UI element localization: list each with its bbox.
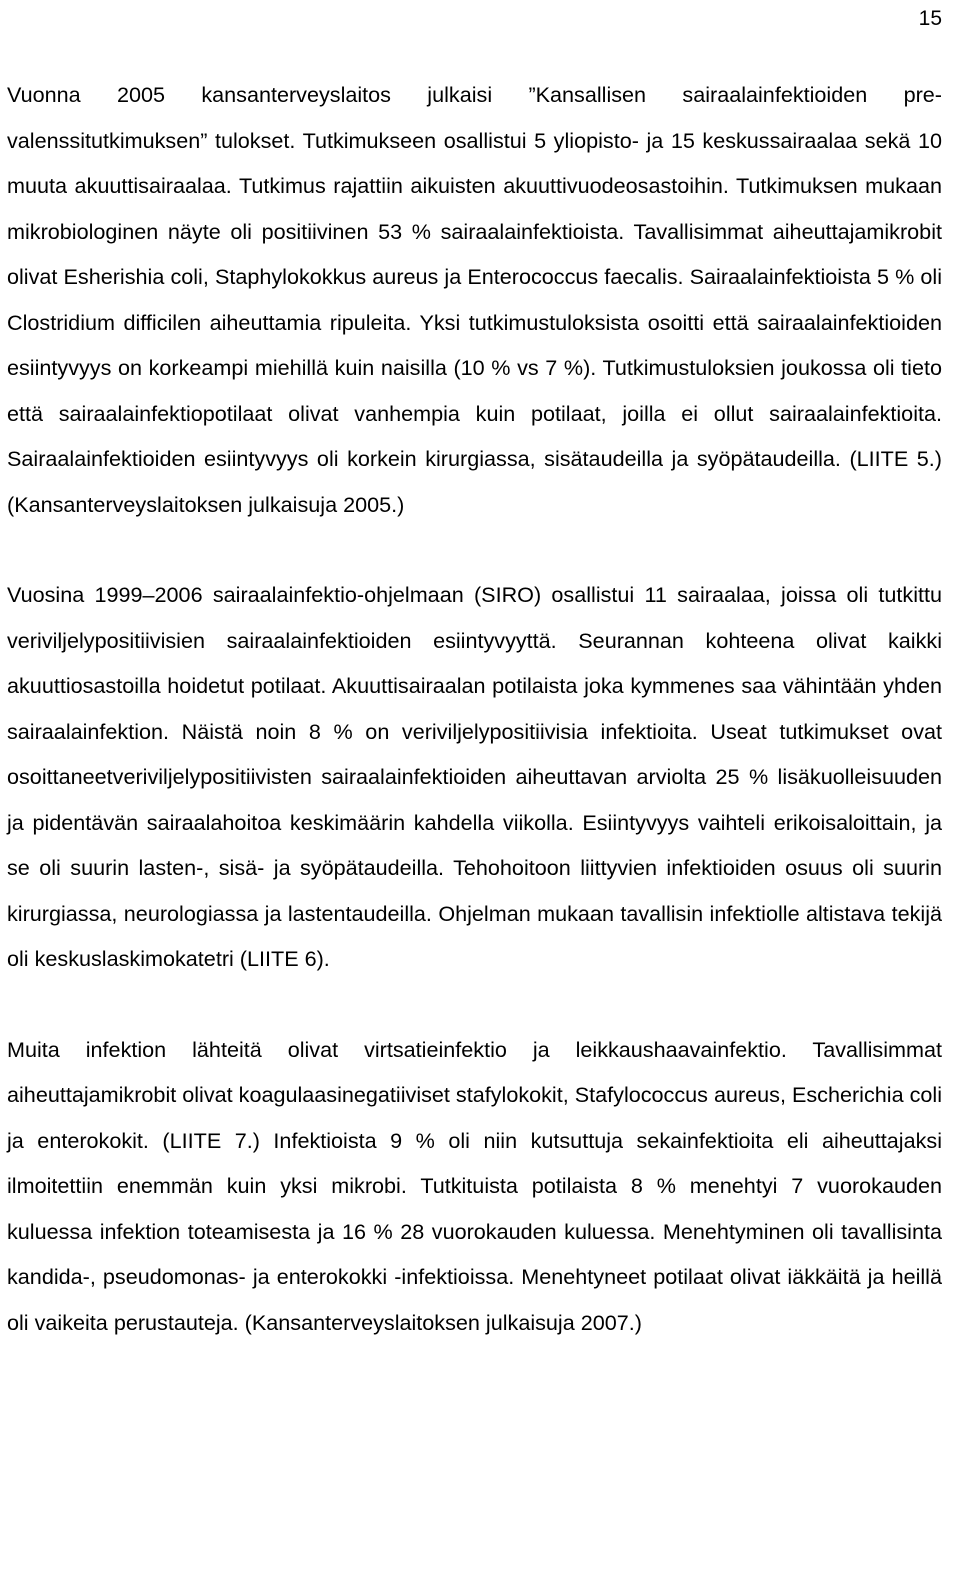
paragraph-siro-program: Vuosina 1999–2006 sairaalainfektio-ohjelmaan (SIRO) osallistui 11 sairaalaa, joissa oli tutkittu veriviljelypositiivisien sairaalainfektioiden esiintyvyyttä. Seurannan kohteena olivat kaikki akuuttiosastoilla hoidetut potilaat. Akuuttisairaalan potilaista joka kymmenes saa vähintään yhden sairaalainfektion. Näistä noin 8 % on veriviljelypositiivisia infektioita. Useat tutkimukset ovat osoittaneetveriviljelypositiivisten sairaalainfektioiden aiheuttavan arviolta 25 % lisäkuolleisuuden ja pidentävän sairaalahoitoa keskimäärin kahdella viikolla. Esiintyvyys vaihteli erikoisaloittain, ja se oli suurin lasten-, sisä- ja syöpätaudeilla. Tehohoitoon liittyvien infektioiden osuus oli suurin kirurgiassa, neurologiassa ja lastentaudeilla. Ohjelman mukaan tavallisin infektiolle altistava tekijä oli keskuslaskimokatetri (LIITE 6). [7, 582, 942, 971]
page-number: 15 [918, 7, 942, 30]
document-body [7, 72, 942, 1345]
paragraph-hospital-infection-prevalence-2005: Vuonna 2005 kansanterveyslaitos julkaisi ”Kansallisen sairaalainfektioiden prevalenssitutkimuksen” tulokset. Tutkimukseen osallistui 5 yliopisto- ja 15 keskussairaalaa sekä 10 muuta akuuttisairaalaa. Tutkimus rajattiin aikuisten akuuttivuodeosastoihin. Tutkimuksen mukaan mikrobiologinen näyte oli positiivinen 53 % sairaalainfektioista. Tavallisimmat aiheuttajamikrobit olivat Esherishia coli, Staphylokokkus aureus ja Enterococcus faecalis. Sairaalainfektioista 5 % oli Clostridium difficilen aiheuttamia ripuleita. Yksi tutkimustuloksista osoitti että sairaalainfektioiden esiintyvyys on korkeampi miehillä kuin naisilla (10 % vs 7 %). Tutkimustuloksien joukossa oli tieto että sairaalainfektiopotilaat olivat vanhempia kuin potilaat, joilla ei ollut sairaalainfektioita. Sairaalainfektioiden esiintyvyys oli korkein kirurgiassa, sisätaudeilla ja syöpätaudeilla. (LIITE 5.) (Kansanterveyslaitoksen julkaisuja 2005.) [7, 82, 942, 517]
paragraph-other-infection-sources: Muita infektion lähteitä olivat virtsatieinfektio ja leikkaushaavainfektio. Tavallisimmat aiheuttajamikrobit olivat koagulaasinegatiiviset stafylokokit, Stafylococcus aureus, Escherichia coli ja enterokokit. (LIITE 7.) Infektioista 9 % oli niin kutsuttuja sekainfektioita eli aiheuttajaksi ilmoitettiin enemmän kuin yksi mikrobi. Tutkituista potilaista 8 % menehtyi 7 vuorokauden kuluessa infektion toteamisesta ja 16 % 28 vuorokauden kuluessa. Menehtyminen oli tavallisinta kandida-, pseudomonas- ja enterokokki -infektioissa. Menehtyneet potilaat olivat iäkkäitä ja heillä oli vaikeita perustauteja. (Kansanterveyslaitoksen julkaisuja 2007.) [7, 1036, 942, 1335]
